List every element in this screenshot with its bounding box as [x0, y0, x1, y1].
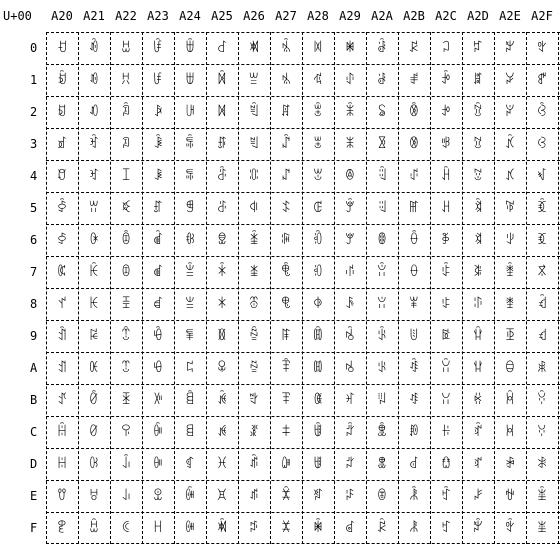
glyph-cell: ꁼ: [280, 424, 292, 440]
glyph-cell: ꁻ: [280, 392, 292, 408]
glyph-cell: ꁑ: [216, 72, 228, 88]
glyph-cell: ꀽ: [152, 456, 164, 472]
glyph-cell: ꁞ: [216, 488, 228, 504]
column-header: A29: [339, 9, 361, 23]
glyph-cell: ꂄ: [312, 168, 324, 184]
glyph-cell: ꀀ: [56, 40, 68, 56]
glyph-cell: ꀳ: [152, 136, 164, 152]
glyph-cell: ꀆ: [56, 232, 68, 248]
column-header: A2C: [435, 9, 457, 23]
glyph-cell: ꃫ: [504, 392, 516, 408]
glyph-cell: ꁟ: [216, 520, 228, 536]
glyph-cell: ꀃ: [56, 136, 68, 152]
glyph-cell: ꃇ: [440, 264, 452, 280]
glyph-cell: ꁪ: [248, 360, 260, 376]
glyph-cell: ꀟ: [88, 520, 100, 536]
row-header: B: [30, 393, 38, 407]
glyph-cell: ꃉ: [440, 328, 452, 344]
column-header: A2A: [371, 9, 393, 23]
glyph-cell: ꃒ: [472, 104, 484, 120]
row-header: F: [30, 521, 38, 535]
glyph-cell: ꁅ: [184, 200, 196, 216]
glyph-cell: ꁖ: [216, 232, 228, 248]
glyph-cell: ꁧ: [248, 264, 260, 280]
glyph-cell: ꁗ: [216, 264, 228, 280]
glyph-cell: ꁕ: [216, 200, 228, 216]
glyph-cell: ꀮ: [120, 488, 132, 504]
glyph-cell: ꀧ: [120, 264, 132, 280]
glyph-cell: ꃢ: [504, 104, 516, 120]
glyph-cell: ꁸ: [280, 296, 292, 312]
column-header: A22: [115, 9, 137, 23]
glyph-cell: ꃁ: [440, 72, 452, 88]
glyph-cell: ꃙ: [472, 328, 484, 344]
glyph-cell: ꀕ: [88, 200, 100, 216]
glyph-cell: ꀸ: [152, 296, 164, 312]
glyph-cell: ꃴ: [536, 168, 548, 184]
glyph-cell: ꂅ: [312, 200, 324, 216]
row-header: D: [30, 457, 38, 471]
glyph-cell: ꂗ: [344, 264, 356, 280]
glyph-cell: ꀄ: [56, 168, 68, 184]
glyph-cell: ꀶ: [152, 232, 164, 248]
glyph-cell: ꀦ: [120, 232, 132, 248]
glyph-cell: ꀋ: [56, 392, 68, 408]
row-header: 3: [30, 137, 38, 151]
glyph-cell: ꂃ: [312, 136, 324, 152]
glyph-cell: ꃽ: [536, 456, 548, 472]
glyph-cell: ꃼ: [536, 424, 548, 440]
glyph-cell: ꁨ: [248, 296, 260, 312]
glyph-cell: ꀬ: [120, 424, 132, 440]
glyph-cell: ꂸ: [408, 296, 420, 312]
column-header: A24: [179, 9, 201, 23]
column-header: A2E: [499, 9, 521, 23]
glyph-cell: ꀰ: [152, 40, 164, 56]
glyph-cell: ꀚ: [88, 360, 100, 376]
glyph-cell: ꃆ: [440, 232, 452, 248]
glyph-cell: ꁔ: [216, 168, 228, 184]
glyph-cell: ꂏ: [312, 520, 324, 536]
glyph-cell: ꁂ: [184, 104, 196, 120]
glyph-cell: ꀝ: [88, 456, 100, 472]
row-header: 9: [30, 329, 38, 343]
glyph-cell: ꀈ: [56, 296, 68, 312]
glyph-cell: ꁍ: [184, 456, 196, 472]
glyph-cell: ꀱ: [152, 72, 164, 88]
glyph-cell: ꁙ: [216, 328, 228, 344]
column-header: A27: [275, 9, 297, 23]
glyph-cell: ꀌ: [56, 424, 68, 440]
glyph-cell: ꂂ: [312, 104, 324, 120]
glyph-cell: ꁀ: [184, 40, 196, 56]
glyph-cell: ꀩ: [120, 328, 132, 344]
glyph-cell: ꃕ: [472, 200, 484, 216]
glyph-cell: ꂁ: [312, 72, 324, 88]
glyph-cell: ꃹ: [536, 328, 548, 344]
glyph-cell: ꂶ: [408, 232, 420, 248]
glyph-cell: ꁊ: [184, 360, 196, 376]
glyph-cell: ꁠ: [248, 40, 260, 56]
glyph-cell: ꁌ: [184, 424, 196, 440]
glyph-cell: ꃾ: [536, 488, 548, 504]
glyph-cell: ꂞ: [344, 488, 356, 504]
glyph-cell: ꂯ: [376, 520, 388, 536]
glyph-cell: ꁬ: [248, 424, 260, 440]
glyph-cell: ꂦ: [376, 232, 388, 248]
glyph-cell: ꁁ: [184, 72, 196, 88]
glyph-cell: ꂩ: [376, 328, 388, 344]
glyph-cell: ꀿ: [152, 520, 164, 536]
glyph-cell: ꂆ: [312, 232, 324, 248]
glyph-cell: ꁣ: [248, 136, 260, 152]
glyph-cell: ꀓ: [88, 136, 100, 152]
glyph-cell: ꂓ: [344, 136, 356, 152]
glyph-cell: ꂊ: [312, 360, 324, 376]
glyph-cell: ꀠ: [120, 40, 132, 56]
glyph-cell: ꂠ: [376, 40, 388, 56]
glyph-cell: ꃚ: [472, 360, 484, 376]
glyph-cell: ꁯ: [248, 520, 260, 536]
glyph-cell: ꀐ: [88, 40, 100, 56]
glyph-cell: ꁒ: [216, 104, 228, 120]
glyph-cell: ꁛ: [216, 392, 228, 408]
glyph-cell: ꃲ: [536, 104, 548, 120]
glyph-cell: ꀯ: [120, 520, 132, 536]
column-header: A2F: [531, 9, 553, 23]
glyph-cell: ꀜ: [88, 424, 100, 440]
glyph-cell: ꃥ: [504, 200, 516, 216]
glyph-cell: ꁰ: [280, 40, 292, 56]
glyph-cell: ꀔ: [88, 168, 100, 184]
glyph-cell: ꃨ: [504, 296, 516, 312]
glyph-cell: ꁡ: [248, 72, 260, 88]
glyph-cell: ꀘ: [88, 296, 100, 312]
glyph-cell: ꀙ: [88, 328, 100, 344]
glyph-cell: ꃰ: [536, 40, 548, 56]
glyph-cell: ꃞ: [472, 488, 484, 504]
glyph-cell: ꁘ: [216, 296, 228, 312]
glyph-cell: ꃭ: [504, 456, 516, 472]
glyph-cell: ꂌ: [312, 424, 324, 440]
glyph-cell: ꃣ: [504, 136, 516, 152]
glyph-cell: ꂹ: [408, 328, 420, 344]
glyph-cell: ꃛ: [472, 392, 484, 408]
glyph-cell: ꃘ: [472, 296, 484, 312]
glyph-cell: ꀛ: [88, 392, 100, 408]
glyph-cell: ꂐ: [344, 40, 356, 56]
glyph-cell: ꀢ: [120, 104, 132, 120]
glyph-cell: ꀎ: [56, 488, 68, 504]
row-header: 8: [30, 297, 38, 311]
column-header: A2D: [467, 9, 489, 23]
glyph-cell: ꀼ: [152, 424, 164, 440]
glyph-cell: ꁝ: [216, 456, 228, 472]
glyph-cell: ꂟ: [344, 520, 356, 536]
glyph-cell: ꁳ: [280, 136, 292, 152]
glyph-cell: ꀫ: [120, 392, 132, 408]
glyph-cell: ꃐ: [472, 40, 484, 56]
glyph-cell: ꂪ: [376, 360, 388, 376]
glyph-cell: ꂑ: [344, 72, 356, 88]
glyph-cell: ꁆ: [184, 232, 196, 248]
glyph-cell: ꃳ: [536, 136, 548, 152]
glyph-cell: ꁷ: [280, 264, 292, 280]
glyph-cell: ꃻ: [536, 392, 548, 408]
glyph-cell: ꂚ: [344, 360, 356, 376]
glyph-cell: ꃡ: [504, 72, 516, 88]
glyph-cell: ꂘ: [344, 296, 356, 312]
glyph-cell: ꂾ: [408, 488, 420, 504]
glyph-cell: ꃩ: [504, 328, 516, 344]
glyph-cell: ꀾ: [152, 488, 164, 504]
glyph-cell: ꂷ: [408, 264, 420, 280]
glyph-cell: ꁉ: [184, 328, 196, 344]
glyph-cell: ꁿ: [280, 520, 292, 536]
glyph-cell: ꂀ: [312, 40, 324, 56]
glyph-cell: ꂒ: [344, 104, 356, 120]
glyph-cell: ꂙ: [344, 328, 356, 344]
glyph-cell: ꁦ: [248, 232, 260, 248]
glyph-cell: ꂢ: [376, 104, 388, 120]
glyph-cell: ꁭ: [248, 456, 260, 472]
glyph-cell: ꃸ: [536, 296, 548, 312]
glyph-cell: ꂱ: [408, 72, 420, 88]
column-header: A25: [211, 9, 233, 23]
glyph-cell: ꂕ: [344, 200, 356, 216]
glyph-cell: ꂴ: [408, 168, 420, 184]
glyph-cell: ꃊ: [440, 360, 452, 376]
glyph-cell: ꁚ: [216, 360, 228, 376]
glyph-cell: ꃑ: [472, 72, 484, 88]
column-header: A2B: [403, 9, 425, 23]
glyph-cell: ꃯ: [504, 520, 516, 536]
glyph-cell: ꂣ: [376, 136, 388, 152]
glyph-cell: ꀒ: [88, 104, 100, 120]
glyph-cell: ꂥ: [376, 200, 388, 216]
glyph-cell: ꂽ: [408, 456, 420, 472]
glyph-cell: ꂉ: [312, 328, 324, 344]
row-header: C: [30, 425, 38, 439]
glyph-cell: ꁮ: [248, 488, 260, 504]
glyph-cell: ꀤ: [120, 168, 132, 184]
glyph-cell: ꂜ: [344, 424, 356, 440]
glyph-cell: ꁐ: [216, 40, 228, 56]
glyph-cell: ꃟ: [472, 520, 484, 536]
glyph-cell: ꃍ: [440, 456, 452, 472]
glyph-cell: ꃖ: [472, 232, 484, 248]
glyph-cell: ꁽ: [280, 456, 292, 472]
glyph-cell: ꀗ: [88, 264, 100, 280]
glyph-cell: ꀅ: [56, 200, 68, 216]
glyph-cell: ꂰ: [408, 40, 420, 56]
glyph-grid: [46, 32, 560, 544]
row-header: A: [30, 361, 38, 375]
glyph-cell: ꃺ: [536, 360, 548, 376]
row-header: 1: [30, 73, 38, 87]
glyph-cell: ꃷ: [536, 264, 548, 280]
row-header: 4: [30, 169, 38, 183]
glyph-cell: ꃔ: [472, 168, 484, 184]
glyph-cell: ꂮ: [376, 488, 388, 504]
glyph-cell: ꃌ: [440, 424, 452, 440]
glyph-cell: ꁥ: [248, 200, 260, 216]
glyph-cell: ꂈ: [312, 296, 324, 312]
grid-line: [558, 32, 559, 544]
glyph-cell: ꂫ: [376, 392, 388, 408]
glyph-cell: ꂼ: [408, 424, 420, 440]
glyph-cell: ꁱ: [280, 72, 292, 88]
glyph-cell: ꃝ: [472, 456, 484, 472]
glyph-cell: ꁓ: [216, 136, 228, 152]
glyph-cell: ꂬ: [376, 424, 388, 440]
glyph-cell: ꃧ: [504, 264, 516, 280]
glyph-cell: ꀁ: [56, 72, 68, 88]
glyph-cell: ꂻ: [408, 392, 420, 408]
glyph-cell: ꃶ: [536, 232, 548, 248]
glyph-cell: ꂋ: [312, 392, 324, 408]
glyph-cell: ꀏ: [56, 520, 68, 536]
glyph-cell: ꀡ: [120, 72, 132, 88]
glyph-cell: ꁵ: [280, 200, 292, 216]
glyph-cell: ꃎ: [440, 488, 452, 504]
glyph-cell: ꃂ: [440, 104, 452, 120]
glyph-cell: ꂇ: [312, 264, 324, 280]
glyph-cell: ꀣ: [120, 136, 132, 152]
glyph-cell: ꂛ: [344, 392, 356, 408]
glyph-cell: ꂖ: [344, 232, 356, 248]
glyph-cell: ꁴ: [280, 168, 292, 184]
row-header: 2: [30, 105, 38, 119]
glyph-cell: ꀺ: [152, 360, 164, 376]
row-header: E: [30, 489, 38, 503]
glyph-cell: ꀵ: [152, 200, 164, 216]
glyph-cell: ꃱ: [536, 72, 548, 88]
row-header: 5: [30, 201, 38, 215]
glyph-cell: ꀂ: [56, 104, 68, 120]
glyph-cell: ꁾ: [280, 488, 292, 504]
glyph-cell: ꂨ: [376, 296, 388, 312]
glyph-cell: ꁩ: [248, 328, 260, 344]
glyph-cell: ꃄ: [440, 168, 452, 184]
glyph-cell: ꀪ: [120, 360, 132, 376]
glyph-cell: ꁄ: [184, 168, 196, 184]
glyph-cell: ꃅ: [440, 200, 452, 216]
glyph-cell: ꀖ: [88, 232, 100, 248]
glyph-cell: ꀇ: [56, 264, 68, 280]
glyph-cell: ꂍ: [312, 456, 324, 472]
glyph-cell: ꁤ: [248, 168, 260, 184]
glyph-cell: ꁜ: [216, 424, 228, 440]
column-header: A28: [307, 9, 329, 23]
glyph-cell: ꀻ: [152, 392, 164, 408]
row-header: 6: [30, 233, 38, 247]
glyph-cell: ꁢ: [248, 104, 260, 120]
glyph-cell: ꂡ: [376, 72, 388, 88]
glyph-cell: ꃪ: [504, 360, 516, 376]
glyph-cell: ꃮ: [504, 488, 516, 504]
glyph-cell: ꁶ: [280, 232, 292, 248]
glyph-cell: ꃿ: [536, 520, 548, 536]
glyph-cell: ꁎ: [184, 488, 196, 504]
glyph-cell: ꁋ: [184, 392, 196, 408]
glyph-cell: ꃀ: [440, 40, 452, 56]
glyph-cell: ꃬ: [504, 424, 516, 440]
column-header: A26: [243, 9, 265, 23]
glyph-cell: ꀷ: [152, 264, 164, 280]
glyph-cell: ꂿ: [408, 520, 420, 536]
glyph-cell: ꁹ: [280, 328, 292, 344]
glyph-cell: ꂲ: [408, 104, 420, 120]
glyph-cell: ꀊ: [56, 360, 68, 376]
glyph-cell: ꂵ: [408, 200, 420, 216]
glyph-cell: ꀥ: [120, 200, 132, 216]
glyph-cell: ꁲ: [280, 104, 292, 120]
column-header: A23: [147, 9, 169, 23]
column-header: A21: [83, 9, 105, 23]
glyph-cell: ꁈ: [184, 296, 196, 312]
glyph-cell: ꁏ: [184, 520, 196, 536]
glyph-cell: ꂧ: [376, 264, 388, 280]
glyph-cell: ꀲ: [152, 104, 164, 120]
glyph-cell: ꃦ: [504, 232, 516, 248]
glyph-cell: ꂺ: [408, 360, 420, 376]
glyph-cell: ꂔ: [344, 168, 356, 184]
glyph-cell: ꃃ: [440, 136, 452, 152]
corner-label: U+00: [3, 9, 32, 23]
glyph-cell: ꀉ: [56, 328, 68, 344]
glyph-cell: ꀴ: [152, 168, 164, 184]
glyph-cell: ꂎ: [312, 488, 324, 504]
glyph-cell: ꃓ: [472, 136, 484, 152]
glyph-cell: ꃠ: [504, 40, 516, 56]
glyph-cell: ꂤ: [376, 168, 388, 184]
glyph-cell: ꃗ: [472, 264, 484, 280]
glyph-cell: ꀍ: [56, 456, 68, 472]
glyph-cell: ꃤ: [504, 168, 516, 184]
glyph-cell: ꃋ: [440, 392, 452, 408]
glyph-cell: ꁃ: [184, 136, 196, 152]
glyph-cell: ꀨ: [120, 296, 132, 312]
glyph-cell: ꀭ: [120, 456, 132, 472]
glyph-cell: ꂳ: [408, 136, 420, 152]
glyph-cell: ꀞ: [88, 488, 100, 504]
glyph-cell: ꁫ: [248, 392, 260, 408]
glyph-cell: ꂝ: [344, 456, 356, 472]
column-header: A20: [51, 9, 73, 23]
row-header: 0: [30, 41, 38, 55]
glyph-cell: ꃜ: [472, 424, 484, 440]
glyph-cell: ꁇ: [184, 264, 196, 280]
row-header: 7: [30, 265, 38, 279]
glyph-cell: ꀑ: [88, 72, 100, 88]
glyph-cell: ꃏ: [440, 520, 452, 536]
glyph-cell: ꀹ: [152, 328, 164, 344]
glyph-cell: ꃈ: [440, 296, 452, 312]
glyph-cell: ꁺ: [280, 360, 292, 376]
glyph-cell: ꃵ: [536, 200, 548, 216]
glyph-cell: ꂭ: [376, 456, 388, 472]
